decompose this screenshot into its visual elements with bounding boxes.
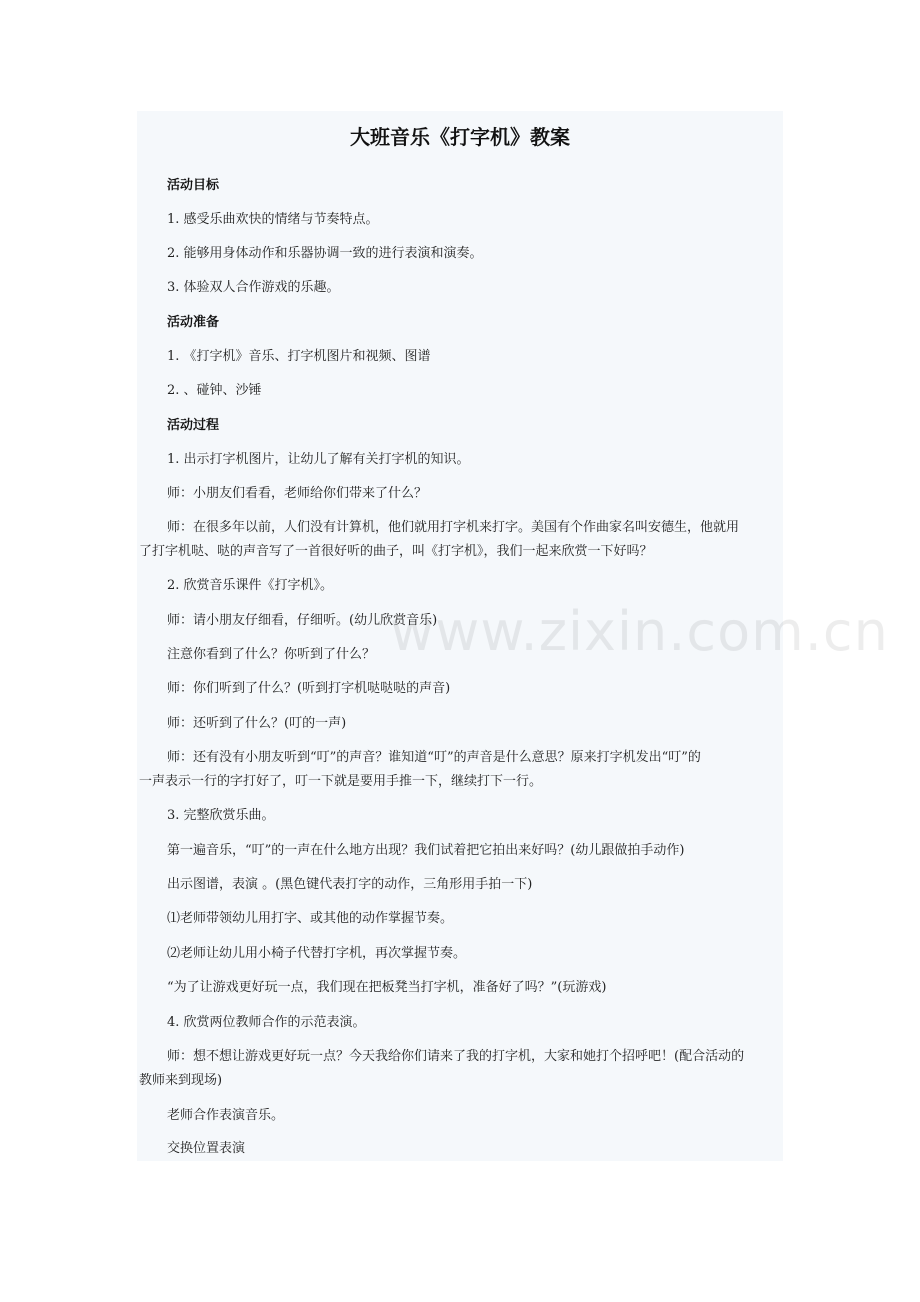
paragraph-continuation: 一声表示一行的字打好了，叮一下就是要用手推一下，继续打下一行。 [139,774,543,789]
paragraph: 1. 《打字机》音乐、打字机图片和视频、图谱 [167,349,431,364]
section-heading-goals: 活动目标 [167,178,220,193]
paragraph-continuation: 了打字机哒、哒的声音写了一首很好听的曲子，叫《打字机》，我们一起来欣赏一下好吗？ [139,544,653,559]
document-title: 大班音乐《打字机》教案 [350,125,570,149]
paragraph-continuation: 教师来到现场) [139,1073,223,1088]
paragraph: 师：请小朋友仔细看，仔细听。(幼儿欣赏音乐) [167,613,438,628]
paragraph: 师：小朋友们看看，老师给你们带来了什么？ [167,486,428,501]
paragraph: ⑵老师让幼儿用小椅子代替打字机，再次掌握节奏。 [167,946,467,961]
section-heading-process: 活动过程 [167,418,220,433]
paragraph: 1. 感受乐曲欢快的情绪与节奏特点。 [167,212,379,227]
paragraph: 师：你们听到了什么？(听到打字机哒哒哒的声音) [167,681,451,696]
paragraph: 师：想不想让游戏更好玩一点？今天我给你们请来了我的打字机，大家和她打个招呼吧！(配合活动的 [167,1049,745,1064]
paragraph: 交换位置表演 [167,1141,246,1156]
paragraph: 3. 完整欣赏乐曲。 [167,808,275,823]
paragraph: 师：在很多年以前，人们没有计算机，他们就用打字机来打字。美国有个作曲家名叫安德生，他就用 [167,520,740,535]
paragraph: 注意你看到了什么？你听到了什么？ [167,647,376,662]
paragraph: 老师合作表演音乐。 [167,1108,285,1123]
paragraph: 2. 欣赏音乐课件《打字机》。 [167,578,334,593]
paragraph: 第一遍音乐，“叮”的一声在什么地方出现？我们试着把它拍出来好吗？(幼儿跟做拍手动作) [167,843,685,858]
section-heading-preparation: 活动准备 [167,315,220,330]
document-page [137,111,783,1161]
paragraph: ⑴老师带领幼儿用打字、或其他的动作掌握节奏。 [167,911,454,926]
paragraph: 4. 欣赏两位教师合作的示范表演。 [167,1015,366,1030]
paragraph: 2. 、碰钟、沙锤 [167,383,262,398]
paragraph: 师：还有没有小朋友听到“叮”的声音？谁知道“叮”的声音是什么意思？原来打字机发出“叮”的 [167,750,701,765]
paragraph: “为了让游戏更好玩一点，我们现在把板凳当打字机，准备好了吗？”(玩游戏) [167,980,607,995]
paragraph: 出示图谱，表演 。(黑色键代表打字的动作，三角形用手拍一下) [167,877,533,892]
paragraph: 2. 能够用身体动作和乐器协调一致的进行表演和演奏。 [167,246,483,261]
paragraph: 3. 体验双人合作游戏的乐趣。 [167,280,340,295]
paragraph: 师：还听到了什么？(叮的一声) [167,716,347,731]
paragraph: 1. 出示打字机图片，让幼儿了解有关打字机的知识。 [167,452,470,467]
